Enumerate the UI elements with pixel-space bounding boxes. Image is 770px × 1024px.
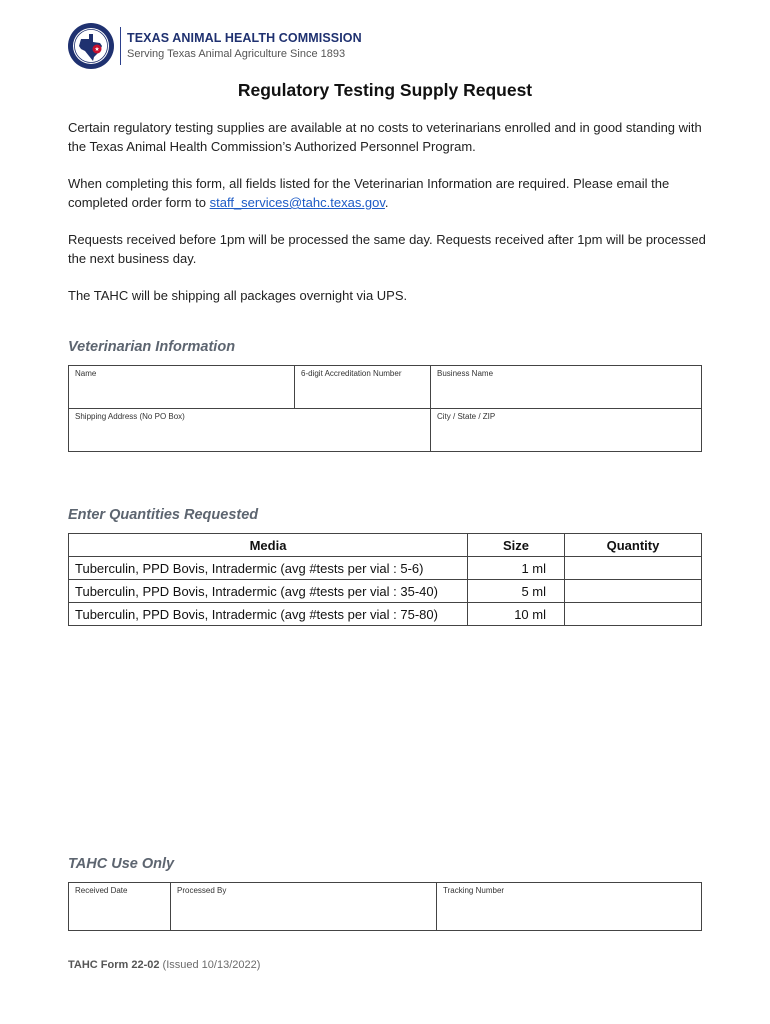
intro-paragraph-2-text: When completing this form, all fields listed for the Veterinarian Information are required. Please email the completed order form to <box>68 176 670 210</box>
logo-text <box>127 32 362 61</box>
issued-date: (Issued 10/13/2022) <box>162 959 261 971</box>
quantity-input[interactable] <box>565 557 702 580</box>
intro-paragraph-2 <box>68 174 708 212</box>
business-name-label: Business Name <box>437 369 494 378</box>
intro-paragraph-4: The TAHC will be shipping all packages overnight via UPS. <box>68 288 408 303</box>
tracking-number-label: Tracking Number <box>443 886 505 895</box>
form-id: TAHC Form 22-02 <box>68 959 160 971</box>
table-row <box>69 557 702 580</box>
logo-divider <box>120 27 121 65</box>
table-row <box>69 580 702 603</box>
city-state-zip-field[interactable] <box>431 409 701 451</box>
accreditation-label: 6-digit Accreditation Number <box>301 369 402 378</box>
media-cell: Tuberculin, PPD Bovis, Intradermic (avg #tests per vial : 35-40) <box>69 580 468 603</box>
intro-paragraph-1: Certain regulatory testing supplies are available at no costs to veterinarians enrolled and in good standing with the Texas Animal Health Commission’s Authorized Personnel Program. <box>68 120 702 154</box>
size-cell: 5 ml <box>468 580 565 603</box>
texas-seal-icon <box>67 22 115 70</box>
quantity-input[interactable] <box>565 580 702 603</box>
org-name: TEXAS ANIMAL HEALTH COMMISSION <box>127 30 362 45</box>
city-state-zip-label: City / State / ZIP <box>437 412 496 421</box>
media-cell: Tuberculin, PPD Bovis, Intradermic (avg #tests per vial : 5-6) <box>69 557 468 580</box>
processed-by-field[interactable] <box>171 883 436 930</box>
media-cell: Tuberculin, PPD Bovis, Intradermic (avg #tests per vial : 75-80) <box>69 603 468 626</box>
quantity-input[interactable] <box>565 603 702 626</box>
name-label: Name <box>75 369 97 378</box>
form-footer <box>68 959 260 971</box>
table-header-row <box>69 534 702 557</box>
email-link[interactable]: staff_services@tahc.texas.gov <box>209 195 385 210</box>
business-name-field[interactable] <box>431 366 701 408</box>
org-tagline: Serving Texas Animal Agriculture Since 1893 <box>127 47 346 60</box>
vet-section-heading: Veterinarian Information <box>68 339 236 355</box>
received-date-label: Received Date <box>75 886 128 895</box>
processed-by-label: Processed By <box>177 886 227 895</box>
table-row <box>69 603 702 626</box>
column-header-media: Media <box>69 534 468 557</box>
intro-paragraph-2-end: . <box>384 195 389 210</box>
column-header-quantity: Quantity <box>565 534 702 557</box>
accreditation-field[interactable] <box>295 366 430 408</box>
qty-section-heading: Enter Quantities Requested <box>68 507 259 523</box>
size-cell: 10 ml <box>468 603 565 626</box>
tahc-use-form <box>68 882 702 931</box>
shipping-address-label: Shipping Address (No PO Box) <box>75 412 185 421</box>
name-field[interactable] <box>69 366 294 408</box>
shipping-address-field[interactable] <box>69 409 430 451</box>
use-section-heading: TAHC Use Only <box>68 856 175 872</box>
size-cell: 1 ml <box>468 557 565 580</box>
intro-paragraph-3: Requests received before 1pm will be processed the same day. Requests received after 1pm will be processed the next business day. <box>68 232 706 266</box>
page-title: Regulatory Testing Supply Request <box>237 80 533 100</box>
received-date-field[interactable] <box>69 883 170 930</box>
quantities-table <box>68 533 702 626</box>
vet-info-form <box>68 365 702 452</box>
header-logo <box>67 22 362 70</box>
tracking-number-field[interactable] <box>437 883 701 930</box>
column-header-size: Size <box>468 534 565 557</box>
